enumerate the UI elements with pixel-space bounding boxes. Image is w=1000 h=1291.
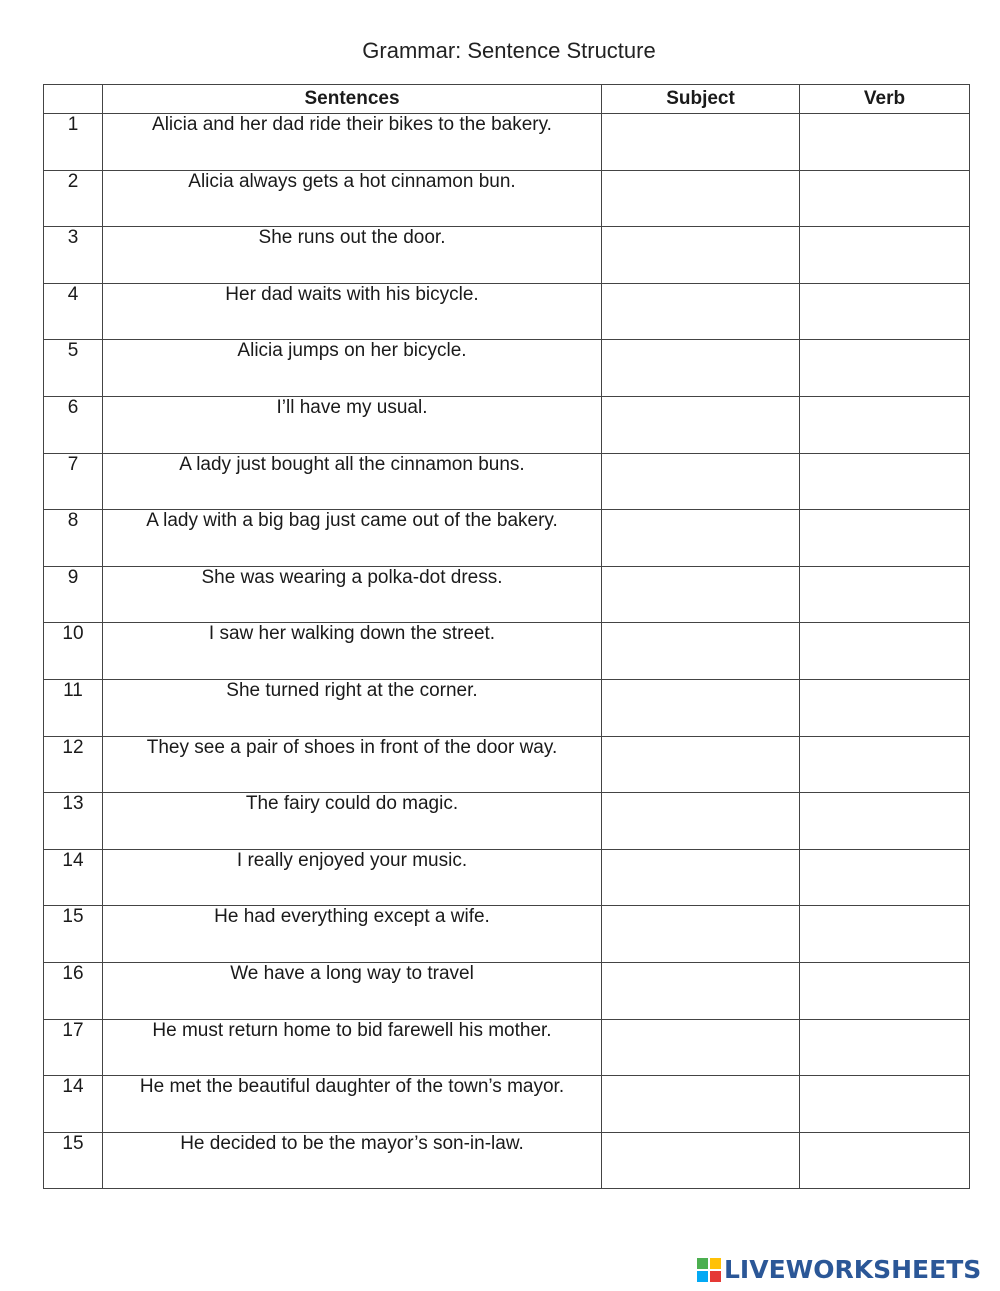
- row-number: 14: [44, 1076, 103, 1133]
- table-row: [44, 906, 970, 963]
- sentence-cell: Alicia always gets a hot cinnamon bun.: [103, 170, 602, 227]
- table-row: [44, 227, 970, 284]
- verb-answer-cell[interactable]: [800, 510, 970, 567]
- verb-answer-cell[interactable]: [800, 849, 970, 906]
- table-row: [44, 623, 970, 680]
- sentence-cell: The fairy could do magic.: [103, 793, 602, 850]
- verb-answer-cell[interactable]: [800, 227, 970, 284]
- verb-answer-cell[interactable]: [800, 623, 970, 680]
- sentence-cell: I saw her walking down the street.: [103, 623, 602, 680]
- sentence-table: [43, 84, 970, 1189]
- subject-answer-cell[interactable]: [602, 566, 800, 623]
- subject-answer-cell[interactable]: [602, 170, 800, 227]
- liveworksheets-logo-icon: [697, 1258, 721, 1282]
- table-row: [44, 114, 970, 171]
- sentence-cell: Alicia jumps on her bicycle.: [103, 340, 602, 397]
- verb-answer-cell[interactable]: [800, 679, 970, 736]
- table-row: [44, 849, 970, 906]
- subject-answer-cell[interactable]: [602, 340, 800, 397]
- subject-answer-cell[interactable]: [602, 283, 800, 340]
- header-verb: Verb: [800, 85, 970, 114]
- row-number: 5: [44, 340, 103, 397]
- row-number: 7: [44, 453, 103, 510]
- subject-answer-cell[interactable]: [602, 623, 800, 680]
- verb-answer-cell[interactable]: [800, 793, 970, 850]
- row-number: 10: [44, 623, 103, 680]
- table-row: [44, 510, 970, 567]
- table-row: [44, 170, 970, 227]
- verb-answer-cell[interactable]: [800, 396, 970, 453]
- subject-answer-cell[interactable]: [602, 793, 800, 850]
- row-number: 12: [44, 736, 103, 793]
- row-number: 3: [44, 227, 103, 284]
- verb-answer-cell[interactable]: [800, 566, 970, 623]
- table-row: [44, 962, 970, 1019]
- table-row: [44, 396, 970, 453]
- row-number: 11: [44, 679, 103, 736]
- subject-answer-cell[interactable]: [602, 962, 800, 1019]
- verb-answer-cell[interactable]: [800, 736, 970, 793]
- table-row: [44, 1076, 970, 1133]
- sentence-cell: Her dad waits with his bicycle.: [103, 283, 602, 340]
- subject-answer-cell[interactable]: [602, 510, 800, 567]
- header-row: [44, 85, 970, 114]
- sentence-cell: She runs out the door.: [103, 227, 602, 284]
- verb-answer-cell[interactable]: [800, 962, 970, 1019]
- table-row: [44, 340, 970, 397]
- verb-answer-cell[interactable]: [800, 114, 970, 171]
- sentence-cell: She turned right at the corner.: [103, 679, 602, 736]
- verb-answer-cell[interactable]: [800, 340, 970, 397]
- row-number: 6: [44, 396, 103, 453]
- sentence-cell: He decided to be the mayor’s son-in-law.: [103, 1132, 602, 1189]
- table-row: [44, 283, 970, 340]
- subject-answer-cell[interactable]: [602, 849, 800, 906]
- table-row: [44, 566, 970, 623]
- table-row: [44, 1132, 970, 1189]
- verb-answer-cell[interactable]: [800, 906, 970, 963]
- verb-answer-cell[interactable]: [800, 1019, 970, 1076]
- row-number: 1: [44, 114, 103, 171]
- subject-answer-cell[interactable]: [602, 736, 800, 793]
- subject-answer-cell[interactable]: [602, 453, 800, 510]
- row-number: 15: [44, 1132, 103, 1189]
- subject-answer-cell[interactable]: [602, 679, 800, 736]
- subject-answer-cell[interactable]: [602, 1132, 800, 1189]
- sentence-cell: A lady with a big bag just came out of the bakery.: [103, 510, 602, 567]
- liveworksheets-brand: [697, 1256, 981, 1284]
- row-number: 17: [44, 1019, 103, 1076]
- verb-answer-cell[interactable]: [800, 1132, 970, 1189]
- brand-text: LIVEWORKSHEETS: [724, 1255, 982, 1284]
- sentence-cell: A lady just bought all the cinnamon buns.: [103, 453, 602, 510]
- table-row: [44, 453, 970, 510]
- sentence-cell: They see a pair of shoes in front of the door way.: [103, 736, 602, 793]
- verb-answer-cell[interactable]: [800, 170, 970, 227]
- sentence-cell: He had everything except a wife.: [103, 906, 602, 963]
- subject-answer-cell[interactable]: [602, 396, 800, 453]
- verb-answer-cell[interactable]: [800, 283, 970, 340]
- subject-answer-cell[interactable]: [602, 906, 800, 963]
- table-row: [44, 1019, 970, 1076]
- sentence-cell: He met the beautiful daughter of the town’s mayor.: [103, 1076, 602, 1133]
- verb-answer-cell[interactable]: [800, 1076, 970, 1133]
- header-number: [44, 85, 103, 114]
- table-row: [44, 736, 970, 793]
- subject-answer-cell[interactable]: [602, 1076, 800, 1133]
- row-number: 2: [44, 170, 103, 227]
- sentence-cell: We have a long way to travel: [103, 962, 602, 1019]
- sentence-cell: I’ll have my usual.: [103, 396, 602, 453]
- row-number: 13: [44, 793, 103, 850]
- header-sentences: Sentences: [103, 85, 602, 114]
- row-number: 16: [44, 962, 103, 1019]
- header-subject: Subject: [602, 85, 800, 114]
- table-row: [44, 679, 970, 736]
- sentence-cell: He must return home to bid farewell his mother.: [103, 1019, 602, 1076]
- sentence-cell: She was wearing a polka-dot dress.: [103, 566, 602, 623]
- row-number: 14: [44, 849, 103, 906]
- row-number: 8: [44, 510, 103, 567]
- table-row: [44, 793, 970, 850]
- page-title: Grammar: Sentence Structure: [362, 38, 656, 63]
- row-number: 9: [44, 566, 103, 623]
- subject-answer-cell[interactable]: [602, 114, 800, 171]
- row-number: 15: [44, 906, 103, 963]
- sentence-cell: Alicia and her dad ride their bikes to the bakery.: [103, 114, 602, 171]
- verb-answer-cell[interactable]: [800, 453, 970, 510]
- subject-answer-cell[interactable]: [602, 227, 800, 284]
- sentence-cell: I really enjoyed your music.: [103, 849, 602, 906]
- row-number: 4: [44, 283, 103, 340]
- subject-answer-cell[interactable]: [602, 1019, 800, 1076]
